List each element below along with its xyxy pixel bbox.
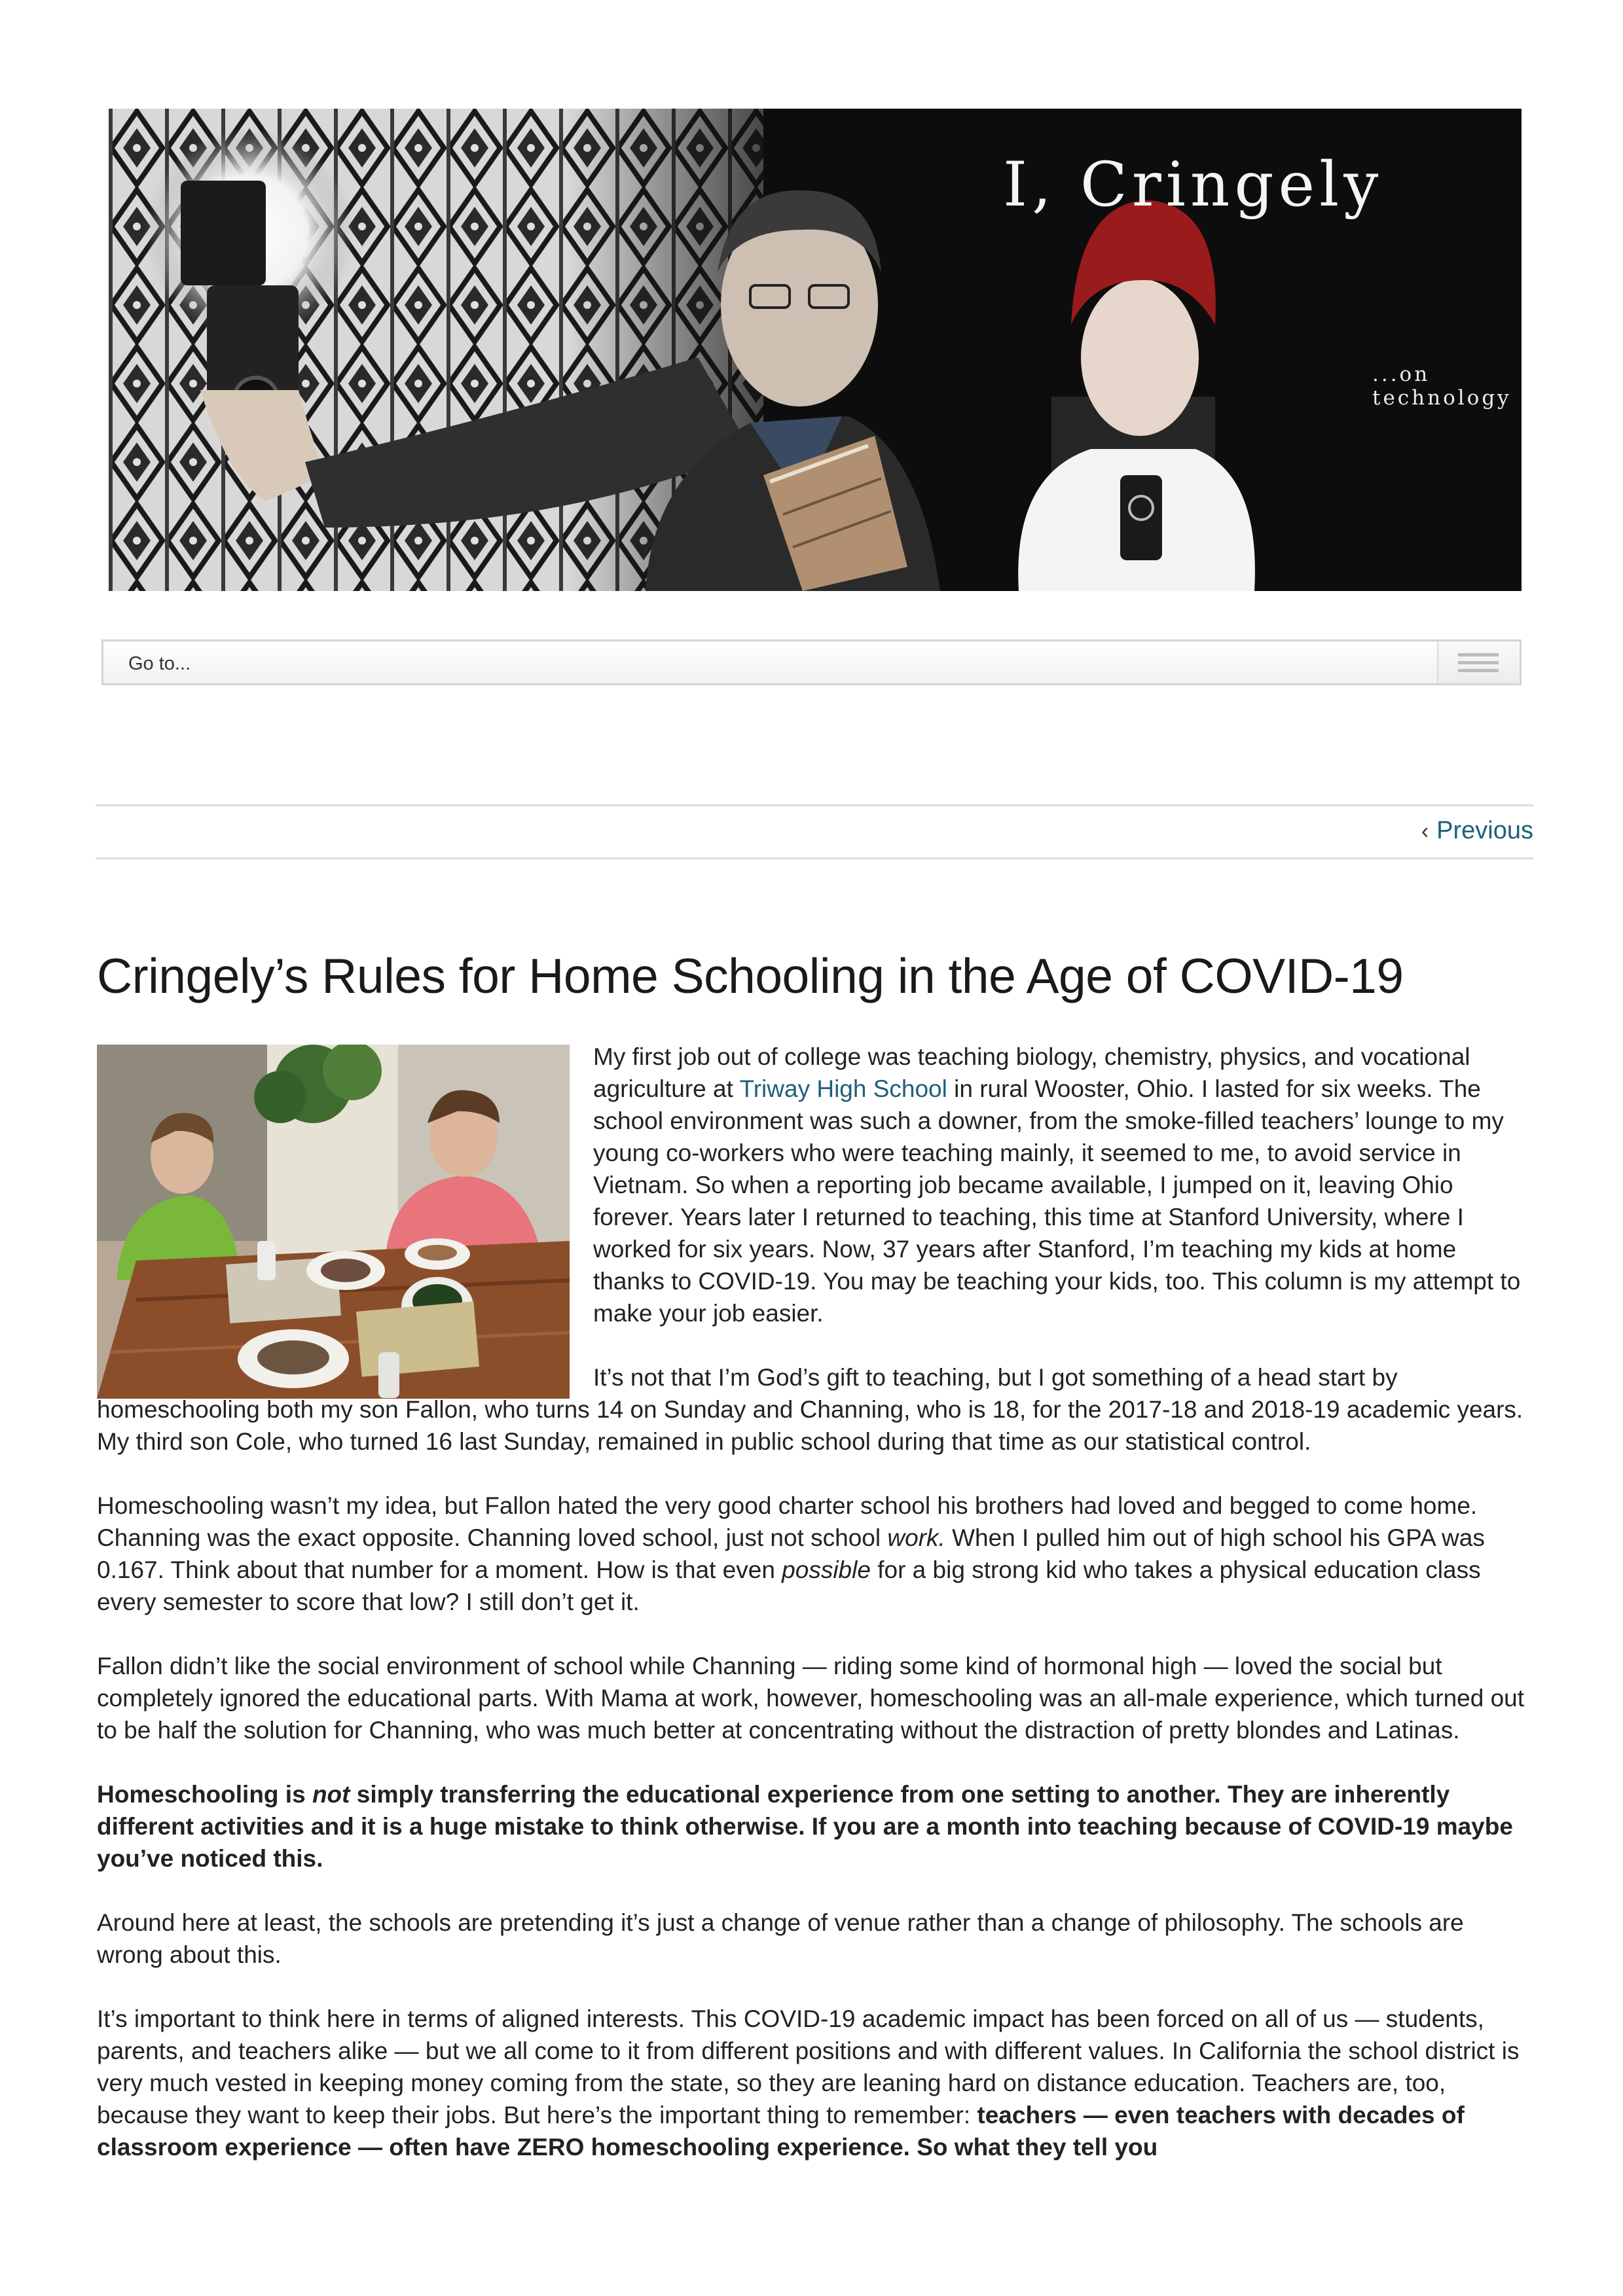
menu-icon[interactable]: [1437, 641, 1520, 683]
paragraph-2: It’s not that I’m God’s gift to teaching, but I got something of a head start by homeschooling both my son Fallon, who turns 14 on Sunday and Channing, who is 18, for the 2017-18 and 2018-19 academic years. My third son Cole, who turned 16 last Sunday, remained in public school during that time as our statistical control.: [97, 1364, 1523, 1455]
site-tagline: ...on technology: [1372, 363, 1512, 410]
paragraph-6: Around here at least, the schools are pretending it’s just a change of venue rather than a change of philosophy. The schools are wrong about this.: [97, 1909, 1464, 1968]
paragraph-3-text-c: for a big strong kid who takes a physical education class every semester to score that low? I still don’t get it.: [97, 1556, 1481, 1615]
paragraph-4: Fallon didn’t like the social environment of school while Channing — riding some kind of hormonal high — loved the social but completely ignored the educational parts. With Mama at work, however, homeschooling was an all-male experience, which turned out to be half the solution for Channing, who was much better at concentrating without the distraction of pretty blondes and Latinas.: [97, 1653, 1525, 1744]
header-banner[interactable]: [109, 109, 1522, 591]
paragraph-3-text-a: Homeschooling wasn’t my idea, but Fallon hated the very good charter school his brothers had loved and begged to come home. Channing was the exact opposite. Channing loved school, just not school: [97, 1492, 1478, 1551]
paragraph-1-text-a: My first job out of college was teaching biology, chemistry, physics, and vocational agriculture at: [593, 1043, 1470, 1102]
paragraph-5-emphasis-not: not: [312, 1781, 350, 1808]
article-body: [97, 1041, 1529, 2195]
previous-post-link[interactable]: [1421, 817, 1533, 845]
paragraph-5-text-a: Homeschooling is: [97, 1781, 312, 1808]
paragraph-1-text-b: in rural Wooster, Ohio. I lasted for six weeks. The school environment was such a downer, from the smoke-filled teachers’ lounge to my young co-workers who were teaching mainly, it seemed to me, to avoid service in Vietnam. So when a reporting job became available, I jumped on it, leaving Ohio forever. Years later I returned to teaching, this time at Stanford University, where I worked for six years. Now, 37 years after Stanford, I’m teaching my kids at home thanks to COVID-19. You may be teaching your kids, too. This column is my attempt to make your job easier.: [593, 1075, 1521, 1327]
paragraph-7-strong: teachers — even teachers with decades of classroom experience — often have ZERO homeschooling experience. So what they tell you: [97, 2102, 1465, 2161]
paragraph-5: [97, 1778, 1529, 1874]
paragraph-7: [97, 2003, 1529, 2163]
divider-bottom: [96, 857, 1533, 859]
paragraph-3-text-b: When I pulled him out of high school his GPA was 0.167. Think about that number for a moment. How is that even: [97, 1524, 1485, 1583]
chevron-left-icon: ‹: [1421, 819, 1429, 844]
paragraph-7-text-a: It’s important to think here in terms of aligned interests. This COVID-19 academic impact has been forced on all of us — students, parents, and teachers alike — but we all come to it from different positions and with different values. In California the school district is very much vested in keeping money coming from the state, so they are leaning hard on distance education. Teachers are, too, because they want to keep their jobs. But here’s the important thing to remember:: [97, 2005, 1520, 2128]
photo-spacer: [97, 1041, 593, 1382]
navigation-select[interactable]: [101, 639, 1522, 685]
site-title[interactable]: I, Cringely: [1003, 149, 1383, 221]
paragraph-3-emphasis-work: work.: [887, 1524, 945, 1551]
triway-high-school-link[interactable]: Triway High School: [739, 1075, 947, 1102]
paragraph-3-emphasis-possible: possible: [782, 1556, 871, 1583]
paragraph-3: [97, 1490, 1529, 1618]
divider-top: [96, 804, 1533, 806]
article-title: Cringely’s Rules for Home Schooling in the Age of COVID-19: [97, 948, 1404, 1003]
previous-label: Previous: [1436, 817, 1533, 844]
navigation-select-label: Go to...: [128, 653, 191, 674]
paragraph-5-text-b: simply transferring the educational experience from one setting to another. They are inherently different activities and it is a huge mistake to think otherwise. If you are a month into teaching because of COVID-19 maybe you’ve noticed this.: [97, 1781, 1513, 1872]
